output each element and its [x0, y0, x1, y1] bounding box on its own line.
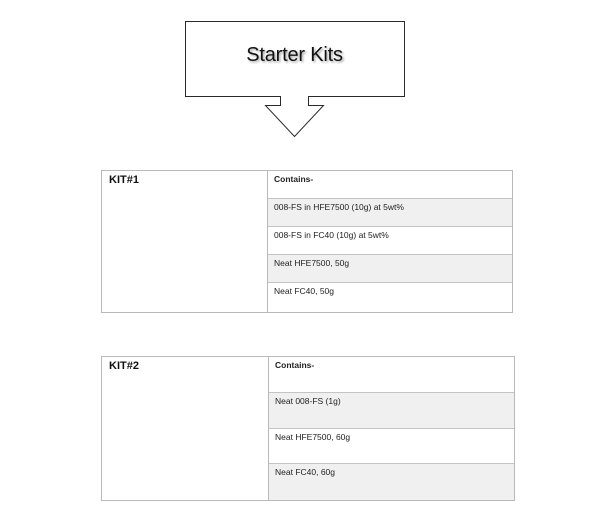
kit-1-table	[101, 170, 513, 313]
kit-1-contents	[268, 171, 512, 312]
kit-2-item: Neat HFE7500, 60g	[269, 429, 514, 464]
kit-1-item: 008-FS in HFE7500 (10g) at 5wt%	[268, 199, 512, 227]
kit-2-name-cell	[102, 357, 269, 500]
kit-2-item: Neat 008-FS (1g)	[269, 393, 514, 429]
kit-2-contents	[269, 357, 514, 500]
kit-2-contains-label: Contains-	[269, 357, 514, 393]
kit-1-item: 008-FS in FC40 (10g) at 5wt%	[268, 227, 512, 255]
kit-1-item: Neat FC40, 50g	[274, 286, 335, 296]
kit-1-contains-label: Contains-	[268, 171, 512, 199]
kit-1-item: Neat HFE7500, 50g	[268, 255, 512, 283]
kit-2-table	[101, 356, 515, 501]
callout-arrow-shape	[0, 0, 600, 150]
kit-2-name: KIT#2	[109, 360, 139, 372]
kit-1-name: KIT#1	[109, 174, 139, 186]
kit-2-item: Neat FC40, 60g	[269, 464, 514, 500]
callout-title: Starter Kits	[246, 44, 343, 66]
kit-1-name-cell	[102, 171, 268, 312]
starter-kits-callout	[0, 0, 600, 150]
